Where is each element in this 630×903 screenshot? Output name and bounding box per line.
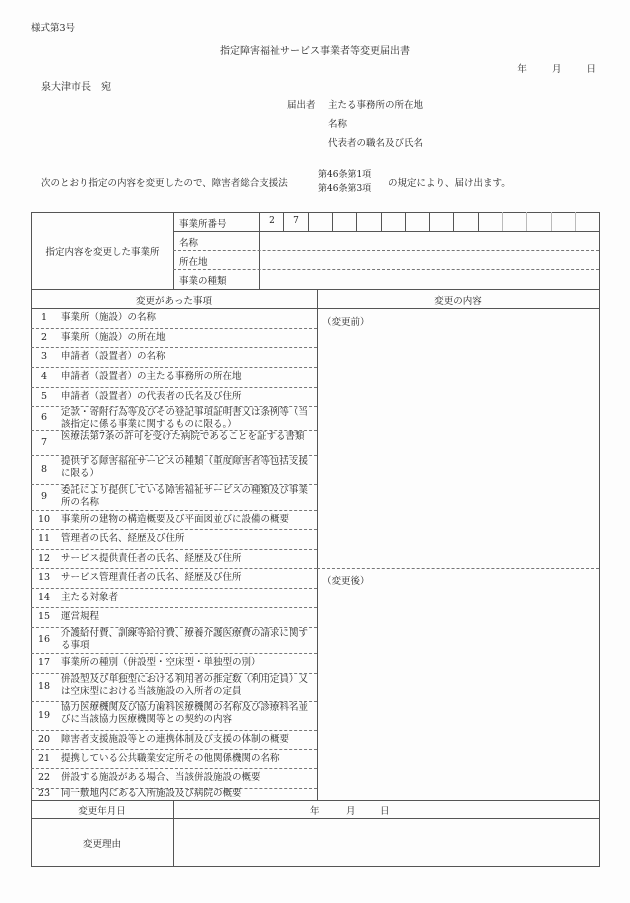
change-item-text: 事業所の種別（併設型・空床型・単独型の別） — [61, 657, 261, 668]
digit-cell-divider — [405, 212, 406, 231]
office-address-input[interactable] — [260, 251, 599, 269]
statement-article-1: 第46条第1項 — [318, 170, 372, 180]
office-name-input[interactable] — [260, 232, 599, 250]
change-item-text: 申請者（設置者）の代表者の氏名及び住所 — [61, 391, 242, 402]
change-item-text: サービス提供責任者の氏名、経歴及び住所 — [61, 553, 242, 564]
footer-top-line — [31, 800, 599, 801]
digit-cell-divider — [478, 212, 479, 231]
change-item-text: 併設する施設がある場合、当該併設施設の概要 — [61, 772, 261, 783]
office-address-label: 所在地 — [179, 257, 208, 268]
after-content-input[interactable] — [318, 585, 598, 798]
applicant-name-field[interactable]: 名称 — [328, 119, 348, 130]
digit-cell-divider — [356, 212, 357, 231]
change-item-text: 事業所（施設）の名称 — [61, 312, 157, 323]
date-year[interactable]: 年 — [517, 64, 527, 75]
change-item-text: 管理者の氏名、経歴及び住所 — [61, 533, 185, 544]
digit-cell-divider — [283, 212, 284, 231]
office-number-digit[interactable]: 7 — [293, 216, 299, 226]
statement-prefix: 次のとおり指定の内容を変更したので、障害者総合支援法 — [41, 178, 288, 189]
digit-cell-divider — [332, 212, 333, 231]
digit-cell-divider — [551, 212, 552, 231]
change-item-text: 定款・寄附行為等及びその登記事項証明書又は条例等（当該指定に係る事業に関するものに限る。） — [61, 407, 309, 430]
applicant-address-field[interactable]: 主たる事務所の所在地 — [328, 100, 424, 111]
change-item-text: 提供する障害福祉サービスの種類（重度障害者等包括支援に限る） — [61, 456, 309, 479]
change-item-text: 運営規程 — [61, 611, 100, 622]
footer-divider — [173, 800, 174, 866]
change-item-text: 申請者（設置者）の名称 — [61, 351, 166, 362]
change-item-text: 同一敷地内にある入所施設及び病院の概要 — [61, 788, 242, 799]
change-item-number: 18 — [37, 681, 51, 692]
change-item-number: 15 — [37, 611, 51, 622]
addressee: 泉大津市長 宛 — [41, 82, 111, 93]
office-name-label: 名称 — [179, 238, 199, 249]
change-date-year[interactable]: 年 — [310, 806, 320, 817]
office-type-label: 事業の種類 — [179, 276, 227, 287]
change-item-number: 4 — [40, 371, 48, 382]
table-border-right — [599, 212, 600, 867]
content-column-header: 変更の内容 — [434, 296, 482, 307]
change-item-text: 委託により提供している障害福祉サービスの種類及び事業所の名称 — [61, 485, 309, 508]
change-item-number: 17 — [37, 657, 51, 668]
before-after-divider — [317, 568, 599, 569]
office-group-label: 指定内容を変更した事業所 — [45, 247, 160, 258]
change-item-number: 8 — [40, 464, 48, 475]
document-title: 指定障害福祉サービス事業者等変更届出書 — [220, 46, 410, 57]
digit-cell-divider — [575, 212, 576, 231]
change-item-number: 21 — [37, 753, 51, 764]
change-item-number: 22 — [37, 772, 51, 783]
applicant-label: 届出者 — [287, 100, 316, 111]
change-date-day[interactable]: 日 — [380, 806, 390, 817]
change-reason-input[interactable] — [175, 820, 597, 864]
change-item-number: 20 — [37, 734, 51, 745]
digit-cell-divider — [381, 212, 382, 231]
table-border-bottom — [31, 866, 599, 867]
change-item-text: 医療法第7条の許可を受けた病院であることを証する書類 — [61, 431, 305, 442]
change-reason-label: 変更理由 — [82, 839, 121, 850]
change-date-label: 変更年月日 — [78, 806, 126, 817]
footer-middle-line — [31, 818, 599, 819]
form-number: 様式第3号 — [31, 23, 76, 34]
change-item-text: 介護給付費、訓練等給付費、療養介護医療費の請求に関する事項 — [61, 628, 309, 651]
before-content-input[interactable] — [318, 326, 598, 566]
change-item-text: 事業所の建物の構造概要及び平面図並びに設備の概要 — [61, 514, 290, 525]
change-item-text: 提携している公共職業安定所その他関係機関の名称 — [61, 753, 280, 764]
submission-date — [495, 61, 596, 75]
change-item-number: 14 — [37, 592, 51, 603]
office-type-input[interactable] — [260, 270, 599, 288]
change-item-number: 6 — [40, 412, 48, 423]
change-date-month[interactable]: 月 — [346, 806, 356, 817]
statement-suffix: の規定により、届け出ます。 — [388, 178, 511, 189]
items-column-header: 変更があった事項 — [136, 296, 212, 307]
change-item-number: 16 — [37, 634, 51, 645]
applicant-representative-field[interactable]: 代表者の職名及び氏名 — [328, 138, 424, 149]
after-label: （変更後） — [322, 576, 370, 587]
digit-cell-divider — [526, 212, 527, 231]
change-item-number: 10 — [37, 514, 51, 525]
change-item-text: 事業所（施設）の所在地 — [61, 332, 166, 343]
office-number-digit[interactable]: 2 — [269, 216, 275, 226]
office-number-label: 事業所番号 — [179, 219, 227, 230]
change-item-text: 主たる対象者 — [61, 592, 119, 603]
change-item-number: 5 — [40, 391, 48, 402]
change-item-number: 2 — [40, 332, 48, 343]
change-item-number: 12 — [37, 553, 51, 564]
change-item-number: 19 — [37, 710, 51, 721]
change-item-number: 23 — [37, 788, 51, 799]
date-month[interactable]: 月 — [551, 64, 562, 75]
change-item-number: 3 — [40, 351, 48, 362]
office-section-bottom — [31, 289, 599, 290]
before-label: （変更前） — [322, 317, 370, 328]
change-item-number: 1 — [40, 312, 48, 323]
change-item-text: 障害者支援施設等との連携体制及び支援の体制の概要 — [61, 734, 290, 745]
change-item-number: 9 — [40, 491, 48, 502]
change-item-text: サービス管理責任者の氏名、経歴及び住所 — [61, 572, 242, 583]
digit-cell-divider — [308, 212, 309, 231]
change-item-text: 併設型及び単独型における利用者の推定数（利用定員）又は空床型における当該施設の入所者の定員 — [61, 674, 309, 697]
date-day[interactable]: 日 — [586, 64, 596, 75]
digit-cell-divider — [429, 212, 430, 231]
change-item-text: 申請者（設置者）の主たる事務所の所在地 — [61, 371, 242, 382]
change-item-number: 13 — [37, 572, 51, 583]
digit-cell-divider — [502, 212, 503, 231]
table-border-top — [31, 212, 599, 213]
statement-article-2: 第46条第3項 — [318, 184, 372, 194]
change-item-text: 協力医療機関及び協力歯科医療機関の名称及び診療科名並びに当該協力医療機関等との契約の内容 — [61, 702, 309, 725]
change-item-number: 11 — [37, 533, 51, 544]
change-item-number: 7 — [40, 437, 48, 448]
digit-cell-divider — [453, 212, 454, 231]
